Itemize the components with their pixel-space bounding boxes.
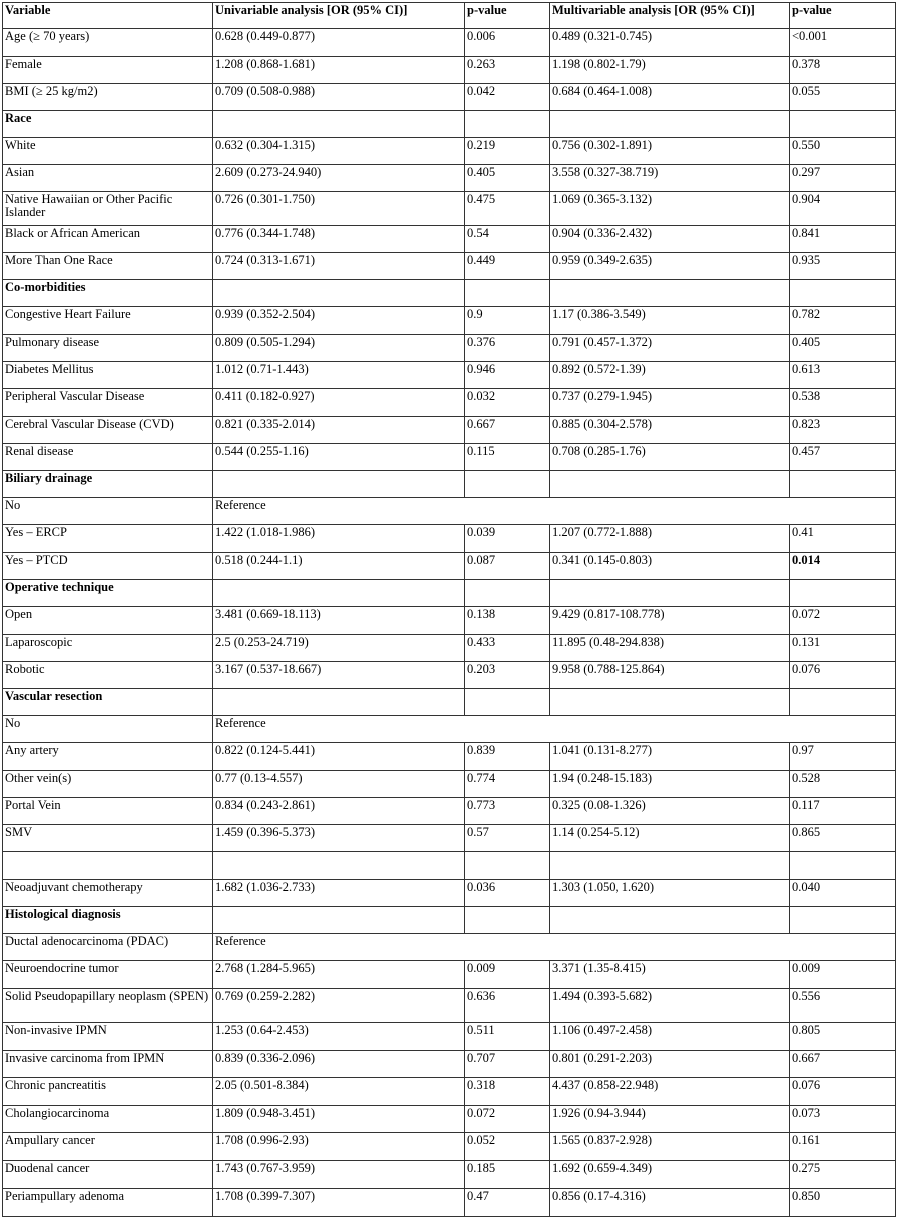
cell-variable: Age (≥ 70 years) <box>3 29 213 57</box>
table-row <box>3 444 896 471</box>
cell-p-value-multi <box>790 471 896 498</box>
cell-univariable: 0.776 (0.344-1.748) <box>213 226 465 253</box>
cell-p-value-uni: 0.511 <box>465 1023 550 1051</box>
cell-multivariable: 0.885 (0.304-2.578) <box>550 417 790 444</box>
cell-variable: SMV <box>3 825 213 852</box>
cell-univariable: 0.834 (0.243-2.861) <box>213 798 465 825</box>
cell-univariable: 0.77 (0.13-4.557) <box>213 771 465 798</box>
cell-multivariable: 1.198 (0.802-1.79) <box>550 57 790 84</box>
cell-multivariable: 11.895 (0.48-294.838) <box>550 635 790 662</box>
cell-p-value-multi: 0.865 <box>790 825 896 852</box>
cell-variable: Yes – ERCP <box>3 525 213 553</box>
cell-p-value-multi: 0.405 <box>790 335 896 362</box>
cell-multivariable: 1.207 (0.772-1.888) <box>550 525 790 553</box>
cell-multivariable: 0.684 (0.464-1.008) <box>550 84 790 111</box>
cell-univariable: 0.628 (0.449-0.877) <box>213 29 465 57</box>
cell-variable: Robotic <box>3 662 213 689</box>
cell-p-value-multi: 0.117 <box>790 798 896 825</box>
cell-univariable: 0.544 (0.255-1.16) <box>213 444 465 471</box>
cell-univariable: 0.822 (0.124-5.441) <box>213 743 465 771</box>
cell-reference: Reference <box>213 716 896 743</box>
table-row <box>3 743 896 771</box>
cell-multivariable <box>550 111 790 138</box>
cell-p-value-uni: 0.138 <box>465 607 550 635</box>
cell-variable: Operative technique <box>3 580 213 607</box>
table-row <box>3 1023 896 1051</box>
cell-p-value-multi: 0.667 <box>790 1051 896 1078</box>
table-row <box>3 798 896 825</box>
header-p-value-uni: p-value <box>465 3 550 29</box>
cell-p-value-multi: 0.556 <box>790 989 896 1023</box>
cell-p-value-uni: 0.433 <box>465 635 550 662</box>
table-body <box>3 29 896 1217</box>
cell-p-value-uni: 0.039 <box>465 525 550 553</box>
table-row <box>3 84 896 111</box>
cell-variable: BMI (≥ 25 kg/m2) <box>3 84 213 111</box>
cell-multivariable: 0.959 (0.349-2.635) <box>550 253 790 280</box>
cell-variable: Black or African American <box>3 226 213 253</box>
cell-multivariable: 3.558 (0.327-38.719) <box>550 165 790 192</box>
cell-variable: Solid Pseudopapillary neoplasm (SPEN) <box>3 989 213 1023</box>
cell-p-value-uni <box>465 580 550 607</box>
cell-p-value-multi <box>790 907 896 934</box>
cell-variable: Duodenal cancer <box>3 1161 213 1189</box>
cell-multivariable: 0.325 (0.08-1.326) <box>550 798 790 825</box>
table-row <box>3 307 896 335</box>
cell-multivariable: 9.958 (0.788-125.864) <box>550 662 790 689</box>
table-row <box>3 961 896 989</box>
cell-variable: Renal disease <box>3 444 213 471</box>
cell-univariable: 0.411 (0.182-0.927) <box>213 389 465 417</box>
cell-p-value-multi: 0.072 <box>790 607 896 635</box>
cell-p-value-multi: 0.850 <box>790 1189 896 1217</box>
cell-p-value-uni: 0.47 <box>465 1189 550 1217</box>
cell-multivariable: 4.437 (0.858-22.948) <box>550 1078 790 1106</box>
cell-p-value-uni: 0.115 <box>465 444 550 471</box>
cell-univariable: 1.743 (0.767-3.959) <box>213 1161 465 1189</box>
cell-multivariable <box>550 689 790 716</box>
cell-multivariable: 0.756 (0.302-1.891) <box>550 138 790 165</box>
table-row <box>3 417 896 444</box>
cell-p-value-uni <box>465 689 550 716</box>
cell-variable: Biliary drainage <box>3 471 213 498</box>
cell-univariable: 0.724 (0.313-1.671) <box>213 253 465 280</box>
cell-p-value-multi: 0.805 <box>790 1023 896 1051</box>
cell-p-value-uni: 0.774 <box>465 771 550 798</box>
cell-p-value-multi <box>790 580 896 607</box>
cell-univariable <box>213 907 465 934</box>
section-row <box>3 580 896 607</box>
cell-multivariable: 1.926 (0.94-3.944) <box>550 1106 790 1133</box>
cell-p-value-multi: 0.457 <box>790 444 896 471</box>
cell-univariable: 2.609 (0.273-24.940) <box>213 165 465 192</box>
cell-variable: Non-invasive IPMN <box>3 1023 213 1051</box>
cell-variable: Vascular resection <box>3 689 213 716</box>
cell-p-value-uni: 0.636 <box>465 989 550 1023</box>
cell-p-value-multi <box>790 111 896 138</box>
table-row <box>3 1051 896 1078</box>
cell-p-value-multi: 0.41 <box>790 525 896 553</box>
cell-p-value-multi <box>790 689 896 716</box>
cell-univariable: 1.459 (0.396-5.373) <box>213 825 465 852</box>
table-row <box>3 662 896 689</box>
table-row <box>3 29 896 57</box>
header-row <box>3 3 896 29</box>
cell-multivariable <box>550 280 790 307</box>
cell-p-value-uni: 0.318 <box>465 1078 550 1106</box>
table-row <box>3 138 896 165</box>
cell-p-value-multi <box>790 280 896 307</box>
cell-p-value-uni: 0.667 <box>465 417 550 444</box>
table-row <box>3 525 896 553</box>
cell-univariable: 1.012 (0.71-1.443) <box>213 362 465 389</box>
table-container <box>2 2 896 1217</box>
cell-p-value-multi: 0.161 <box>790 1133 896 1161</box>
cell-univariable: 2.05 (0.501-8.384) <box>213 1078 465 1106</box>
cell-p-value-multi: 0.378 <box>790 57 896 84</box>
cell-univariable: 0.518 (0.244-1.1) <box>213 553 465 580</box>
cell-p-value-uni: 0.042 <box>465 84 550 111</box>
cell-univariable <box>213 689 465 716</box>
cell-multivariable: 0.904 (0.336-2.432) <box>550 226 790 253</box>
cell-univariable: 0.839 (0.336-2.096) <box>213 1051 465 1078</box>
table-row <box>3 253 896 280</box>
cell-univariable <box>213 852 465 880</box>
cell-variable: No <box>3 498 213 525</box>
cell-univariable: 0.709 (0.508-0.988) <box>213 84 465 111</box>
cell-univariable: 3.167 (0.537-18.667) <box>213 662 465 689</box>
cell-multivariable: 1.303 (1.050, 1.620) <box>550 880 790 907</box>
cell-p-value-uni: 0.475 <box>465 192 550 226</box>
cell-variable: Diabetes Mellitus <box>3 362 213 389</box>
table-row <box>3 192 896 226</box>
cell-univariable: 0.726 (0.301-1.750) <box>213 192 465 226</box>
cell-variable: Any artery <box>3 743 213 771</box>
cell-reference: Reference <box>213 934 896 961</box>
table-row <box>3 553 896 580</box>
cell-univariable: 1.708 (0.399-7.307) <box>213 1189 465 1217</box>
cell-p-value-uni: 0.087 <box>465 553 550 580</box>
cell-univariable: 0.939 (0.352-2.504) <box>213 307 465 335</box>
cell-multivariable: 1.069 (0.365-3.132) <box>550 192 790 226</box>
cell-univariable: 2.768 (1.284-5.965) <box>213 961 465 989</box>
cell-multivariable: 0.737 (0.279-1.945) <box>550 389 790 417</box>
table-row <box>3 362 896 389</box>
cell-p-value-uni: 0.203 <box>465 662 550 689</box>
cell-p-value-uni: 0.006 <box>465 29 550 57</box>
cell-p-value-multi: 0.073 <box>790 1106 896 1133</box>
cell-p-value-multi: 0.782 <box>790 307 896 335</box>
cell-variable: Cholangiocarcinoma <box>3 1106 213 1133</box>
cell-univariable: 0.769 (0.259-2.282) <box>213 989 465 1023</box>
table-row <box>3 825 896 852</box>
table-row <box>3 852 896 880</box>
reference-row <box>3 498 896 525</box>
table-row <box>3 165 896 192</box>
table-row <box>3 607 896 635</box>
cell-p-value-uni: 0.773 <box>465 798 550 825</box>
table-row <box>3 989 896 1023</box>
cell-p-value-uni <box>465 852 550 880</box>
cell-univariable <box>213 471 465 498</box>
cell-variable: Yes – PTCD <box>3 553 213 580</box>
cell-variable: Ductal adenocarcinoma (PDAC) <box>3 934 213 961</box>
cell-p-value-uni: 0.57 <box>465 825 550 852</box>
cell-multivariable: 1.494 (0.393-5.682) <box>550 989 790 1023</box>
cell-variable: Open <box>3 607 213 635</box>
cell-multivariable <box>550 852 790 880</box>
cell-p-value-multi: 0.297 <box>790 165 896 192</box>
cell-multivariable: 0.791 (0.457-1.372) <box>550 335 790 362</box>
cell-p-value-multi: 0.131 <box>790 635 896 662</box>
cell-univariable <box>213 580 465 607</box>
cell-variable: Invasive carcinoma from IPMN <box>3 1051 213 1078</box>
header-univariable: Univariable analysis [OR (95% CI)] <box>213 3 465 29</box>
cell-p-value-uni: 0.946 <box>465 362 550 389</box>
table-row <box>3 1106 896 1133</box>
cell-univariable: 2.5 (0.253-24.719) <box>213 635 465 662</box>
cell-p-value-uni: 0.009 <box>465 961 550 989</box>
table-row <box>3 880 896 907</box>
cell-p-value-multi: <0.001 <box>790 29 896 57</box>
cell-variable <box>3 852 213 880</box>
cell-univariable: 1.682 (1.036-2.733) <box>213 880 465 907</box>
cell-p-value-uni: 0.263 <box>465 57 550 84</box>
cell-p-value-uni <box>465 471 550 498</box>
cell-variable: Histological diagnosis <box>3 907 213 934</box>
cell-variable: Pulmonary disease <box>3 335 213 362</box>
cell-p-value-uni <box>465 280 550 307</box>
cell-univariable: 0.632 (0.304-1.315) <box>213 138 465 165</box>
cell-variable: White <box>3 138 213 165</box>
cell-p-value-multi: 0.97 <box>790 743 896 771</box>
table-row <box>3 635 896 662</box>
cell-univariable: 3.481 (0.669-18.113) <box>213 607 465 635</box>
header-p-value-multi: p-value <box>790 3 896 29</box>
section-row <box>3 111 896 138</box>
table-row <box>3 226 896 253</box>
cell-p-value-uni: 0.219 <box>465 138 550 165</box>
cell-p-value-uni: 0.405 <box>465 165 550 192</box>
cell-p-value-uni: 0.052 <box>465 1133 550 1161</box>
cell-univariable <box>213 111 465 138</box>
cell-multivariable: 0.801 (0.291-2.203) <box>550 1051 790 1078</box>
table-row <box>3 771 896 798</box>
odds-ratio-table <box>2 2 896 1217</box>
cell-p-value-uni: 0.839 <box>465 743 550 771</box>
cell-variable: Peripheral Vascular Disease <box>3 389 213 417</box>
cell-multivariable <box>550 580 790 607</box>
cell-variable: Chronic pancreatitis <box>3 1078 213 1106</box>
cell-multivariable: 0.341 (0.145-0.803) <box>550 553 790 580</box>
cell-multivariable: 0.856 (0.17-4.316) <box>550 1189 790 1217</box>
header-variable: Variable <box>3 3 213 29</box>
table-row <box>3 389 896 417</box>
section-row <box>3 280 896 307</box>
cell-p-value-uni: 0.376 <box>465 335 550 362</box>
section-row <box>3 907 896 934</box>
cell-p-value-multi: 0.613 <box>790 362 896 389</box>
cell-univariable <box>213 280 465 307</box>
cell-p-value-multi: 0.055 <box>790 84 896 111</box>
cell-multivariable: 1.14 (0.254-5.12) <box>550 825 790 852</box>
cell-p-value-multi: 0.538 <box>790 389 896 417</box>
cell-multivariable <box>550 471 790 498</box>
cell-multivariable: 1.106 (0.497-2.458) <box>550 1023 790 1051</box>
cell-p-value-uni: 0.707 <box>465 1051 550 1078</box>
table-row <box>3 1189 896 1217</box>
cell-multivariable: 0.489 (0.321-0.745) <box>550 29 790 57</box>
cell-univariable: 1.208 (0.868-1.681) <box>213 57 465 84</box>
cell-variable: No <box>3 716 213 743</box>
cell-variable: Portal Vein <box>3 798 213 825</box>
cell-variable: Female <box>3 57 213 84</box>
cell-univariable: 1.422 (1.018-1.986) <box>213 525 465 553</box>
cell-multivariable: 1.94 (0.248-15.183) <box>550 771 790 798</box>
reference-row <box>3 934 896 961</box>
cell-univariable: 0.809 (0.505-1.294) <box>213 335 465 362</box>
cell-p-value-uni: 0.032 <box>465 389 550 417</box>
cell-p-value-uni: 0.036 <box>465 880 550 907</box>
cell-p-value-multi: 0.009 <box>790 961 896 989</box>
cell-p-value-multi: 0.076 <box>790 1078 896 1106</box>
cell-variable: Co-morbidities <box>3 280 213 307</box>
cell-multivariable: 9.429 (0.817-108.778) <box>550 607 790 635</box>
cell-univariable: 1.809 (0.948-3.451) <box>213 1106 465 1133</box>
cell-variable: Cerebral Vascular Disease (CVD) <box>3 417 213 444</box>
cell-variable: More Than One Race <box>3 253 213 280</box>
cell-univariable: 1.708 (0.996-2.93) <box>213 1133 465 1161</box>
cell-variable: Asian <box>3 165 213 192</box>
cell-variable: Congestive Heart Failure <box>3 307 213 335</box>
cell-multivariable: 1.17 (0.386-3.549) <box>550 307 790 335</box>
table-row <box>3 1161 896 1189</box>
cell-multivariable: 3.371 (1.35-8.415) <box>550 961 790 989</box>
cell-p-value-multi: 0.014 <box>790 553 896 580</box>
cell-variable: Periampullary adenoma <box>3 1189 213 1217</box>
cell-variable: Ampullary cancer <box>3 1133 213 1161</box>
cell-multivariable: 1.565 (0.837-2.928) <box>550 1133 790 1161</box>
cell-p-value-uni: 0.54 <box>465 226 550 253</box>
cell-variable: Neoadjuvant chemotherapy <box>3 880 213 907</box>
cell-reference: Reference <box>213 498 896 525</box>
cell-p-value-multi: 0.076 <box>790 662 896 689</box>
cell-multivariable <box>550 907 790 934</box>
cell-variable: Laparoscopic <box>3 635 213 662</box>
table-row <box>3 335 896 362</box>
cell-p-value-multi: 0.550 <box>790 138 896 165</box>
cell-multivariable: 1.692 (0.659-4.349) <box>550 1161 790 1189</box>
cell-variable: Neuroendocrine tumor <box>3 961 213 989</box>
cell-univariable: 1.253 (0.64-2.453) <box>213 1023 465 1051</box>
cell-p-value-uni: 0.9 <box>465 307 550 335</box>
table-row <box>3 1133 896 1161</box>
cell-p-value-multi: 0.040 <box>790 880 896 907</box>
table-row <box>3 57 896 84</box>
cell-p-value-multi <box>790 852 896 880</box>
cell-p-value-uni <box>465 907 550 934</box>
cell-p-value-uni: 0.072 <box>465 1106 550 1133</box>
cell-variable: Native Hawaiian or Other Pacific Islander <box>3 192 213 226</box>
cell-p-value-multi: 0.823 <box>790 417 896 444</box>
cell-multivariable: 1.041 (0.131-8.277) <box>550 743 790 771</box>
section-row <box>3 471 896 498</box>
cell-p-value-uni: 0.449 <box>465 253 550 280</box>
cell-multivariable: 0.892 (0.572-1.39) <box>550 362 790 389</box>
header-multivariable: Multivariable analysis [OR (95% CI)] <box>550 3 790 29</box>
cell-variable: Other vein(s) <box>3 771 213 798</box>
cell-p-value-uni: 0.185 <box>465 1161 550 1189</box>
cell-p-value-uni <box>465 111 550 138</box>
table-row <box>3 1078 896 1106</box>
cell-p-value-multi: 0.528 <box>790 771 896 798</box>
cell-p-value-multi: 0.935 <box>790 253 896 280</box>
section-row <box>3 689 896 716</box>
cell-p-value-multi: 0.904 <box>790 192 896 226</box>
cell-p-value-multi: 0.275 <box>790 1161 896 1189</box>
cell-univariable: 0.821 (0.335-2.014) <box>213 417 465 444</box>
cell-variable: Race <box>3 111 213 138</box>
cell-multivariable: 0.708 (0.285-1.76) <box>550 444 790 471</box>
cell-p-value-multi: 0.841 <box>790 226 896 253</box>
reference-row <box>3 716 896 743</box>
